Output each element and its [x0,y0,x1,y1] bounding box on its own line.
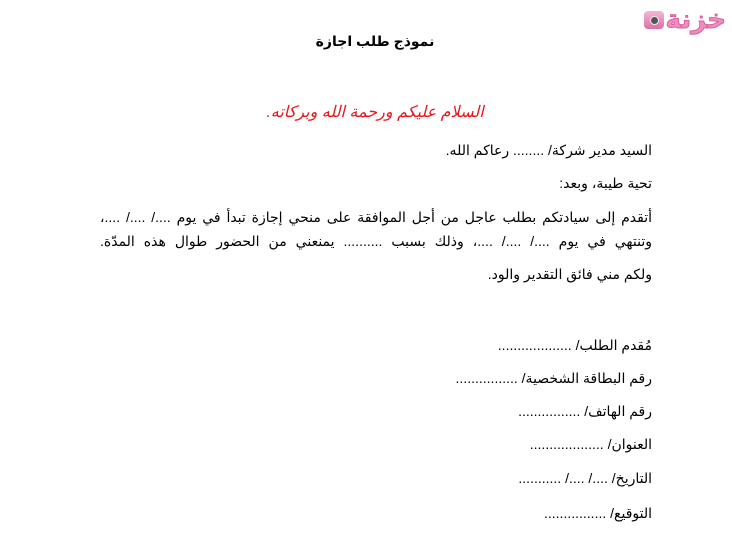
field-date [518,469,652,487]
closing: ولكم مني فائق التقدير والود. [487,266,652,282]
field-label: التوقيع/ [610,505,652,521]
greeting: السلام عليكم ورحمة الله وبركاته. [266,104,484,121]
field-applicant [498,336,652,354]
document-title: نموذج طلب اجازة [315,33,435,49]
body-line-1: أتقدم إلى سيادتكم بطلب عاجل من أجل الموافقة على منحي إجازة تبدأ في يوم ..../ ..../ ....، [100,209,652,225]
field-phone [518,402,652,420]
field-value: ................... [529,436,604,452]
field-value: ................ [455,370,518,386]
field-label: رقم البطاقة الشخصية/ [521,370,652,386]
field-signature [544,504,652,522]
field-label: مُقدم الطلب/ [575,337,652,353]
field-value: ................ [544,505,607,521]
addressee: السيد مدير شركة/ ........ رعاكم الله. [445,142,652,158]
field-value: ..../ ..../ ........... [518,470,608,486]
field-value: ................ [518,403,581,419]
field-label: رقم الهاتف/ [584,403,652,419]
safe-icon [644,11,664,29]
field-value: ................... [497,337,572,353]
field-label: العنوان/ [607,436,652,452]
logo-text: خزنة [665,4,726,34]
logo [644,4,726,35]
salutation: تحية طيبة، وبعد: [559,175,652,191]
field-label: التاريخ/ [611,470,652,486]
body-line-2: وتنتهي في يوم ..../ ..../ ....، وذلك بسبب .......... يمنعني من الحضور طوال هذه المدّة. [100,233,652,249]
field-address [530,435,652,453]
field-id-number [456,369,652,387]
